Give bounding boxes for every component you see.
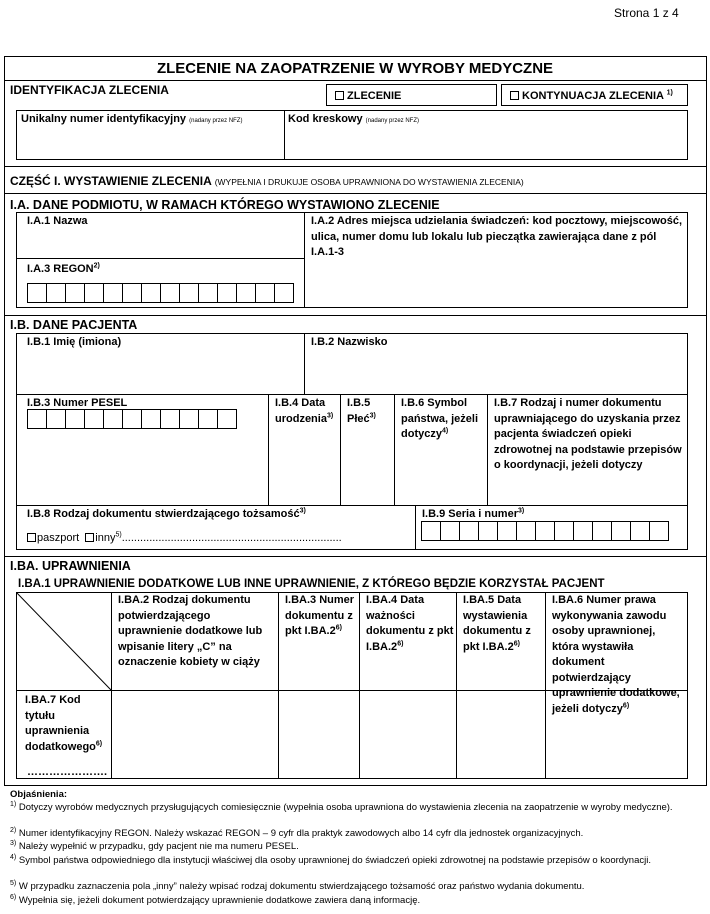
divider (268, 394, 269, 505)
checkbox-icon[interactable] (510, 91, 519, 100)
field-ib4-label: I.B.4 Data urodzenia$^{3)}$ (275, 397, 334, 425)
divider (4, 193, 707, 194)
col-iba4-label: I.BA.4 Data ważności dokumentu z pkt I.BA.2$^{6)}$ (366, 594, 454, 653)
section-ib-title: I.B. DANE PACJENTA (10, 318, 138, 332)
divider (16, 258, 304, 259)
divider (304, 333, 305, 394)
section-ia-title: I.A. DANE PODMIOTU, W RAMACH KTÓREGO WYSTAWIONO ZLECENIE (10, 198, 440, 212)
row-iba7-dots: …………………. (27, 766, 108, 778)
option-zlecenie[interactable]: ZLECENIE (335, 89, 401, 104)
field-ia2-label: I.A.2 Adres miejsca udzielania świadczeń: kod pocztowy, miejscowość, ulica, numer domu lub lokalu lub pieczątka zawierająca dane z pól I.A.1-3 (311, 215, 683, 258)
field-ib7-label: I.B.7 Rodzaj i numer dokumentu uprawniającego do uzyskania przez pacjenta świadczeń opieki zdrowotnej na podstawie przepisów o koordynacji, jeżeli dotyczy (494, 397, 682, 471)
divider (4, 556, 707, 557)
field-ib2-label: I.B.2 Nazwisko (311, 336, 388, 348)
divider (394, 394, 395, 505)
field-ia3-label: I.A.3 REGON$^{2)}$ (27, 262, 100, 275)
section-iba-title: I.BA. UPRAWNIENIA (10, 559, 131, 573)
field-ib8-label: I.B.8 Rodzaj dokumentu stwierdzającego tożsamość$^{3)}$ (27, 507, 306, 520)
part1-title: CZĘŚĆ I. WYSTAWIENIE ZLECENIA (WYPEŁNIA I DRUKUJE OSOBA UPRAWNIONA DO WYSTAWIENIA ZLECENIA) (10, 174, 524, 188)
footnote-5: $^{5)}$ W przypadku zaznaczenia pola „inny” należy wpisać rodzaj dokumentu stwierdzającego tożsamość oraz państwo wydania dokumentu. (10, 879, 585, 892)
col-iba3-label: I.BA.3 Numer dokumentu z pkt I.BA.2$^{6)}$ (285, 594, 355, 637)
pesel-input[interactable] (27, 409, 236, 429)
divider (4, 80, 707, 81)
row-iba7-label: I.BA.7 Kod tytułu uprawnienia dodatkowego$^{6)}$ (25, 694, 103, 753)
section-iba-subtitle: I.BA.1 UPRAWNIENIE DODATKOWE LUB INNE UPRAWNIENIE, Z KTÓREGO BĘDZIE KORZYSTAŁ PACJENT (18, 578, 605, 590)
divider (16, 394, 688, 395)
col-iba2-label: I.BA.2 Rodzaj dokumentu potwierdzającego uprawnienie dodatkowe lub wpisanie litery „C” na oznaczenie kobiety w ciąży (118, 594, 263, 668)
id-document-options[interactable]: paszport inny$^{5)}$........................................................................ (27, 531, 342, 546)
footnote-6: $^{6)}$ Wypełnia się, jeżeli dokument potwierdzający uprawnienie dodatkowe zawiera daną informację. (10, 893, 421, 906)
field-ib9-label: I.B.9 Seria i numer$^{3)}$ (422, 507, 525, 520)
divider (456, 592, 457, 779)
footnote-1: $^{1)}$ Dotyczy wyrobów medycznych przysługujących comiesięcznie (wypełnia osoba uprawniona do wystawienia zlecenia na zaopatrzenie w wyroby medyczne). (10, 800, 673, 813)
field-ib6-label: I.B.6 Symbol państwa, jeżeli dotyczy$^{4)}$ (401, 397, 479, 440)
unique-id-label: Unikalny numer identyfikacyjny (nadany przez NFZ) (21, 113, 243, 125)
divider (340, 394, 341, 505)
divider (4, 315, 707, 316)
divider (278, 592, 279, 779)
page-number: Strona 1 z 4 (614, 6, 679, 20)
footnotes-title: Objaśnienia: (10, 789, 68, 800)
barcode-label: Kod kreskowy (nadany przez NFZ) (288, 113, 420, 125)
footnote-4: $^{4)}$ Symbol państwa odpowiedniego dla instytucji właściwej dla osoby uprawnionej do świadczeń opieki zdrowotnej na podstawie przepisów o koordynacji. (10, 853, 651, 866)
divider (359, 592, 360, 779)
id-number-input[interactable] (421, 521, 668, 541)
checkbox-icon[interactable] (27, 533, 36, 542)
divider (545, 592, 546, 779)
identification-header: IDENTYFIKACJA ZLECENIA (10, 83, 169, 97)
divider (415, 505, 416, 550)
divider (284, 110, 285, 160)
divider (487, 394, 488, 505)
diagonal-line (16, 592, 112, 691)
option-kontynuacja[interactable]: KONTYNUACJA ZLECENIA $^{1)}$ (510, 89, 673, 104)
divider (304, 212, 305, 308)
checkbox-icon[interactable] (85, 533, 94, 542)
divider (16, 505, 688, 506)
regon-input[interactable] (27, 283, 293, 303)
col-iba6-label: I.BA.6 Numer prawa wykonywania zawodu osoby uprawnionej, która wystawiła dokument potwierdzający uprawnienie dodatkowe, jeżeli dotyczy$^{6)}$ (552, 594, 680, 715)
col-iba5-label: I.BA.5 Data wystawienia dokumentu z pkt I.BA.2$^{6)}$ (463, 594, 531, 653)
field-ib1-label: I.B.1 Imię (imiona) (27, 336, 122, 348)
footnote-3: $^{3)}$ Należy wypełnić w przypadku, gdy pacjent nie ma numeru PESEL. (10, 839, 299, 852)
field-ia1-label: I.A.1 Nazwa (27, 215, 88, 227)
divider (4, 166, 707, 167)
form-title: ZLECENIE NA ZAOPATRZENIE W WYROBY MEDYCZNE (156, 60, 554, 77)
field-ib3-label: I.B.3 Numer PESEL (27, 397, 128, 409)
field-ib5-label: I.B.5 Płeć$^{3)}$ (347, 397, 376, 425)
checkbox-icon[interactable] (335, 91, 344, 100)
footnote-2: $^{2)}$ Numer identyfikacyjny REGON. Należy wskazać REGON – 9 cyfr dla praktyk zawodowych albo 14 cyfr dla jednostek organizacyjnych. (10, 826, 584, 839)
